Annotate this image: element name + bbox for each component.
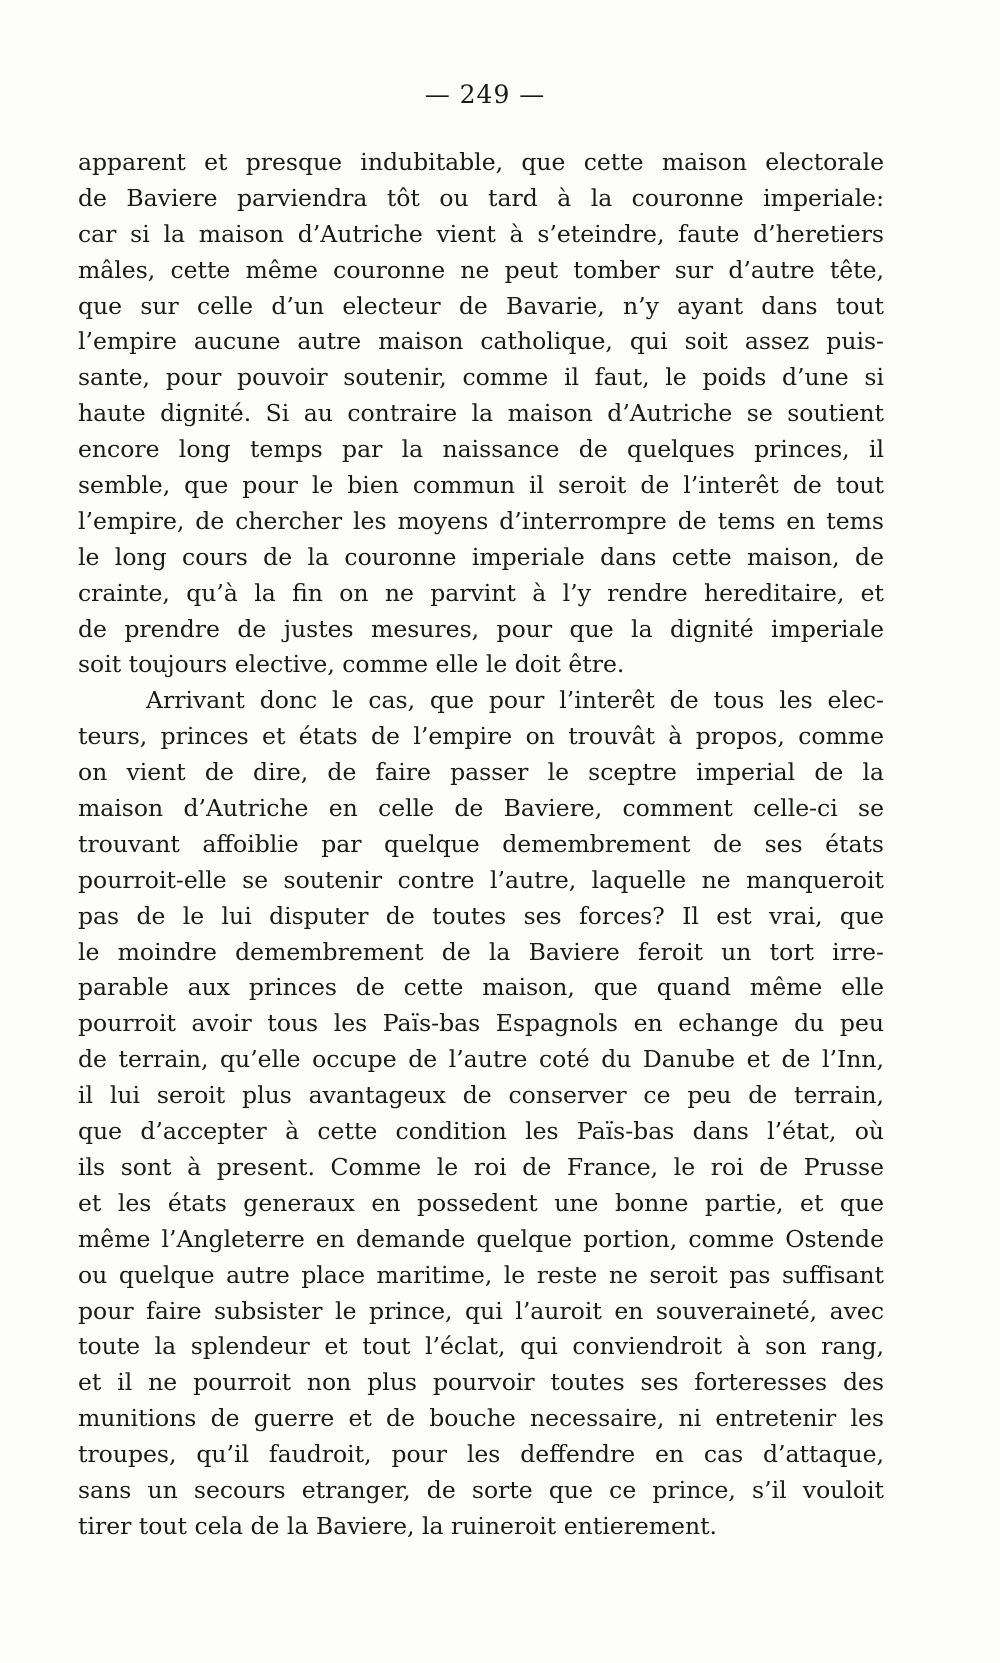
text-line: de Baviere parviendra tôt ou tard à la couronne imperiale:	[78, 183, 884, 212]
text-line: car si la maison d’Autriche vient à s’eteindre, faute d’heretiers	[78, 219, 884, 248]
text-line: de terrain, qu’elle occupe de l’autre coté du Danube et de l’Inn,	[78, 1045, 884, 1074]
text-line: que d’accepter à cette condition les Païs-bas dans l’état, où	[78, 1117, 884, 1146]
text-line: et les états generaux en possedent une bonne partie, et que	[78, 1188, 884, 1217]
text-line: apparent et presque indubitable, que cette maison electorale	[78, 148, 884, 176]
text-line: et il ne pourroit non plus pourvoir toutes ses forteresses des	[78, 1368, 884, 1397]
text-line: l’empire, de chercher les moyens d’interrompre de tems en tems	[78, 506, 884, 535]
text-line: ils sont à present. Comme le roi de France, le roi de Prusse	[78, 1152, 884, 1181]
body-text	[78, 145, 884, 1545]
text-line: on vient de dire, de faire passer le sceptre imperial de la	[78, 758, 884, 787]
text-line: maison d’Autriche en celle de Baviere, comment celle-ci se	[78, 794, 884, 823]
text-line: que sur celle d’un electeur de Bavarie, n’y ayant dans tout	[78, 291, 884, 320]
text-line: encore long temps par la naissance de quelques princes, il	[78, 435, 884, 464]
text-line: ou quelque autre place maritime, le reste ne seroit pas suffisant	[78, 1260, 884, 1289]
text-line: sans un secours etranger, de sorte que ce prince, s’il vouloit	[78, 1475, 884, 1504]
text-line: il lui seroit plus avantageux de conserver ce peu de terrain,	[78, 1081, 884, 1110]
text-line: toute la splendeur et tout l’éclat, qui conviendroit à son rang,	[78, 1332, 884, 1361]
text-line: parable aux princes de cette maison, que quand même elle	[78, 973, 884, 1002]
text-line: haute dignité. Si au contraire la maison d’Autriche se soutient	[78, 399, 884, 428]
text-line: crainte, qu’à la fin on ne parvint à l’y rendre hereditaire, et	[78, 578, 884, 607]
text-line: mâles, cette même couronne ne peut tomber sur d’autre tête,	[78, 255, 884, 284]
paragraph-end-line: soit toujours elective, comme elle le doit être.	[78, 650, 625, 679]
text-line: de prendre de justes mesures, pour que la dignité imperiale	[78, 614, 884, 643]
text-line: pourroit-elle se soutenir contre l’autre, laquelle ne manqueroit	[78, 865, 884, 894]
text-line: pour faire subsister le prince, qui l’auroit en souveraineté, avec	[78, 1296, 884, 1325]
text-line: pas de le lui disputer de toutes ses forces? Il est vrai, que	[78, 901, 884, 930]
text-line: munitions de guerre et de bouche necessaire, ni entretenir les	[78, 1404, 884, 1433]
text-line: sante, pour pouvoir soutenir, comme il faut, le poids d’une si	[78, 363, 884, 392]
text-line: semble, que pour le bien commun il seroit de l’interêt de tout	[78, 471, 884, 500]
paragraph-end-line: tirer tout cela de la Baviere, la ruineroit entierement.	[78, 1511, 718, 1540]
text-line: trouvant affoiblie par quelque demembrement de ses états	[78, 829, 884, 858]
text-line: pourroit avoir tous les Païs-bas Espagnols en echange du peu	[78, 1009, 884, 1038]
text-line: même l’Angleterre en demande quelque portion, comme Ostende	[78, 1224, 884, 1253]
paragraph-start-line: Arrivant donc le cas, que pour l’interêt de tous les elec-	[146, 686, 884, 715]
text-line: troupes, qu’il faudroit, pour les deffendre en cas d’attaque,	[78, 1440, 884, 1469]
text-line: le long cours de la couronne imperiale dans cette maison, de	[78, 542, 884, 571]
text-line: le moindre demembrement de la Baviere feroit un tort irre-	[78, 937, 884, 966]
text-line: l’empire aucune autre maison catholique, qui soit assez puis-	[78, 327, 884, 356]
text-line: teurs, princes et états de l’empire on trouvât à propos, comme	[78, 722, 884, 751]
page-number: — 249 —	[424, 80, 546, 109]
